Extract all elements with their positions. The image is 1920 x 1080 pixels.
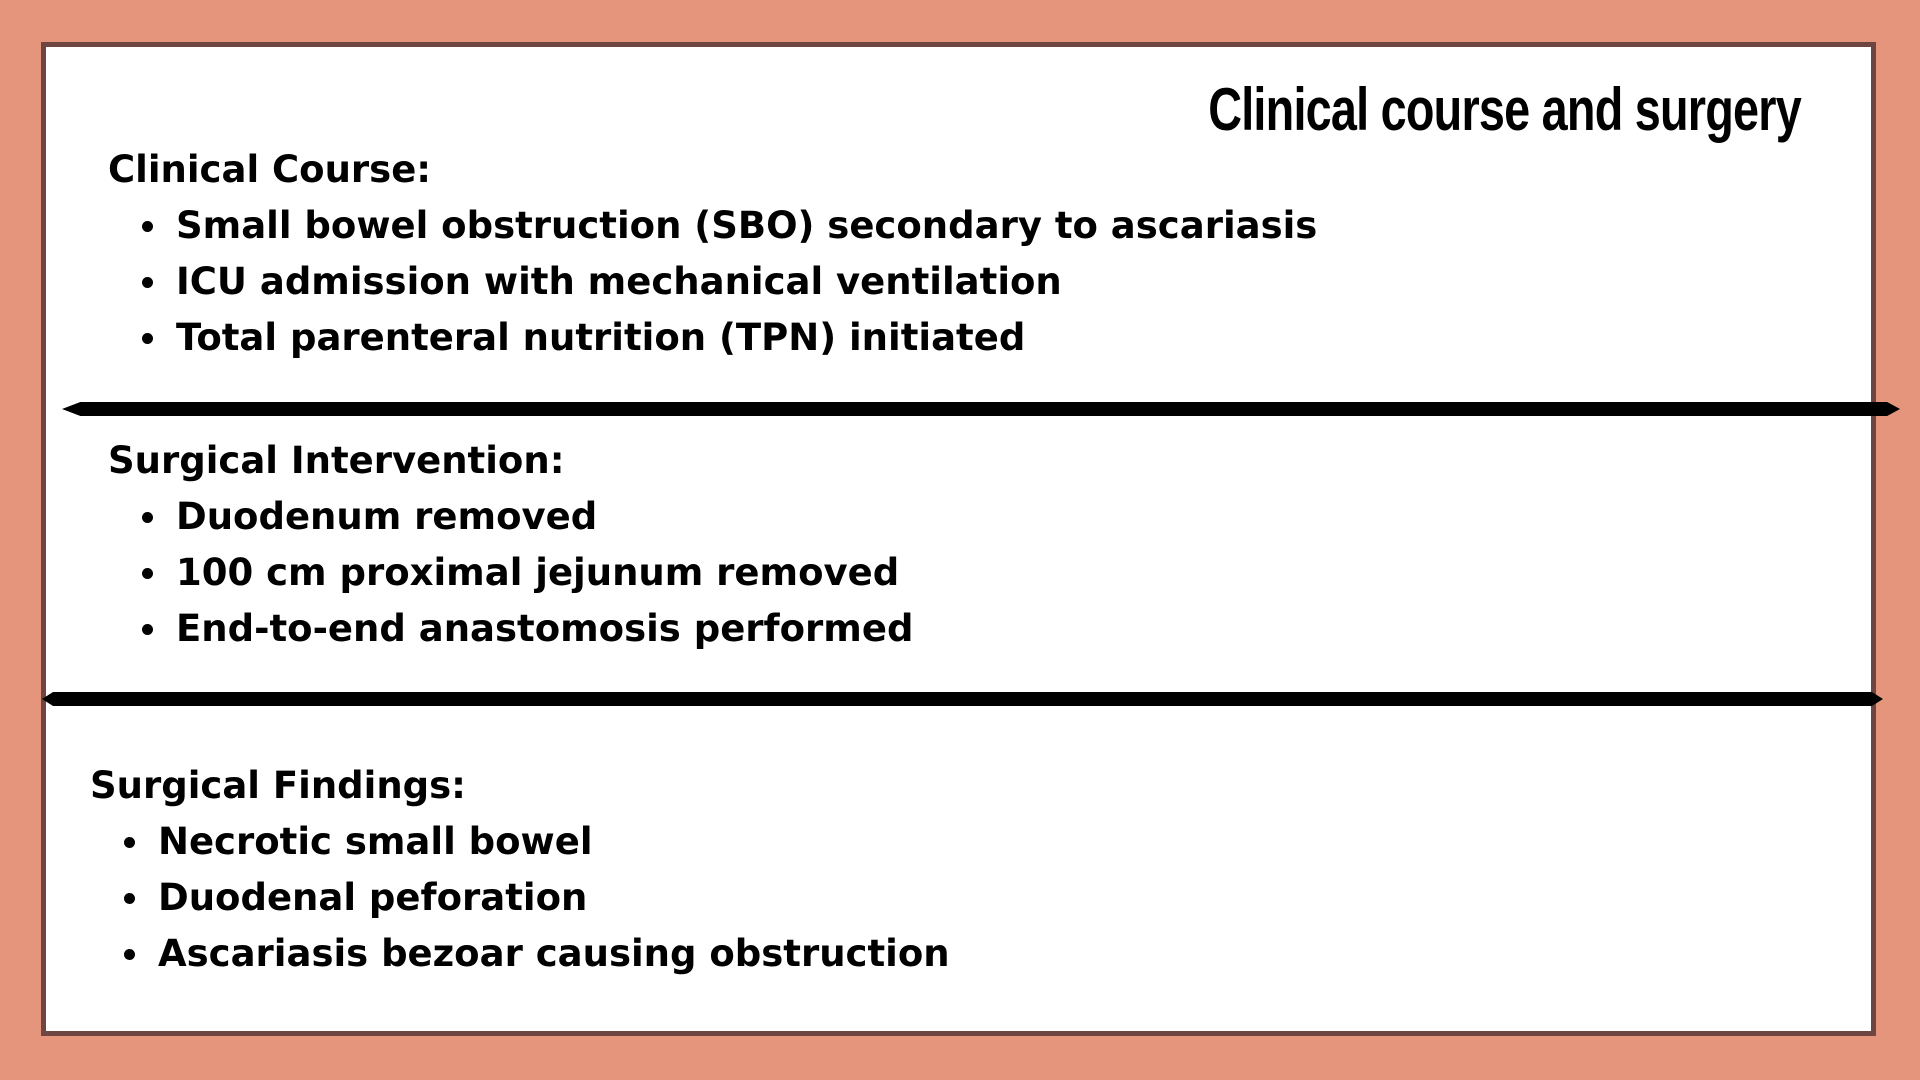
slide-title: Clinical course and surgery <box>1208 76 1801 143</box>
section-divider <box>42 692 1883 706</box>
bullet-icon <box>142 624 153 635</box>
section-divider <box>62 402 1900 416</box>
section-heading: Surgical Intervention: <box>108 439 565 482</box>
list-item-text: Necrotic small bowel <box>158 820 593 863</box>
list-item <box>90 870 950 926</box>
list-item <box>108 310 1317 366</box>
bullet-list <box>90 814 950 982</box>
list-item-text: 100 cm proximal jejunum removed <box>176 551 900 594</box>
bullet-icon <box>124 893 135 904</box>
bullet-icon <box>142 333 153 344</box>
section-heading: Clinical Course: <box>108 148 432 191</box>
slide-panel <box>41 42 1876 1036</box>
bullet-icon <box>124 837 135 848</box>
section-clinical-course <box>108 142 1317 366</box>
list-item <box>108 545 913 601</box>
list-item-text: End-to-end anastomosis performed <box>176 607 914 650</box>
list-item <box>108 254 1317 310</box>
list-item <box>90 814 950 870</box>
list-item-text: Small bowel obstruction (SBO) secondary to ascariasis <box>176 204 1318 247</box>
bullet-icon <box>124 949 135 960</box>
list-item-text: Duodenum removed <box>176 495 598 538</box>
list-item-text: Total parenteral nutrition (TPN) initiated <box>176 316 1026 359</box>
list-item <box>108 198 1317 254</box>
bullet-icon <box>142 221 153 232</box>
bullet-list <box>108 489 913 657</box>
section-surgical-findings <box>90 758 950 982</box>
list-item <box>108 601 913 657</box>
section-surgical-intervention <box>108 433 913 657</box>
bullet-icon <box>142 277 153 288</box>
bullet-icon <box>142 512 153 523</box>
bullet-icon <box>142 568 153 579</box>
list-item <box>108 489 913 545</box>
list-item-text: Ascariasis bezoar causing obstruction <box>158 932 950 975</box>
bullet-list <box>108 198 1317 366</box>
list-item-text: Duodenal peforation <box>158 876 588 919</box>
list-item <box>90 926 950 982</box>
section-heading: Surgical Findings: <box>90 764 466 807</box>
list-item-text: ICU admission with mechanical ventilation <box>176 260 1062 303</box>
